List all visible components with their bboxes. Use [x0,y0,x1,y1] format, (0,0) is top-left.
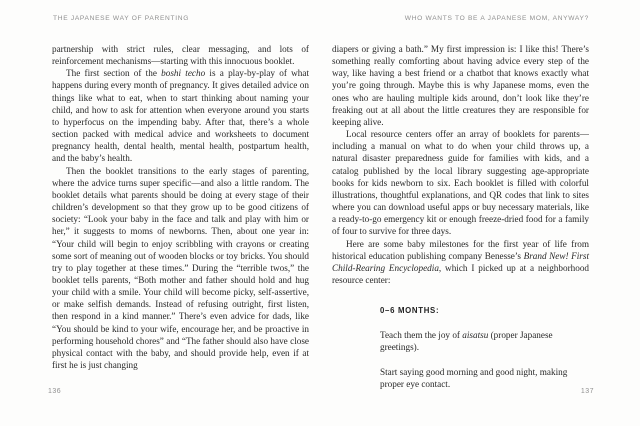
paragraph [52,67,309,164]
milestone-item [380,329,589,353]
text-segment: Local resource centers offer an array of booklets for parents—including a manual on what to do when your child throws up, a natural disaster preparedness guide for families with kids, and a catalog published by the local library suggesting age-appropriate books for kids newborn to six. Each booklet is filled with colorful illustrations, thoughtful explanations, and QR codes that link to sites where you can download useful apps or buy necessary materials, like a ready-to-go emergency kit or enough freeze-dried food for a family of four to survive for three days. [332,129,589,237]
milestone-item [380,366,589,390]
text-segment: Start saying good morning and good night, making proper eye contact. [380,366,568,389]
running-header-right: WHO WANTS TO BE A JAPANESE MOM, ANYWAY? [404,15,589,22]
italic-term: boshi techo [161,68,206,79]
paragraph [52,43,309,67]
text-segment: Then the booklet transitions to the early stages of parenting, where the advice turns super specific—and also a little random. The booklet details what parents should be doing at every stage of their children’s development so that they grow up to be good citizens of society: “Look your baby in the face and talk and play with him or her,” it suggests to moms of newborns. Then, about one year in: “Your child will begin to enjoy scribbling with crayons or creating some sort of meaning out of wooden blocks or toy bricks. You should try to play together at these times.” During the “terrible twos,” the booklet tells parents, “Both mother and father should hold and hug your child with a smile. Your child will become picky, self-assertive, or make selfish demands. Instead of refusing outright, first listen, then respond in a kind manner.” There’s even advice for dads, like “You should be kind to your wife, encourage her, and be proactive in performing household chores” and “The father should also have close physical contact with the baby, and should provide help, even if at first he is just changing [52,165,309,371]
running-header-left: THE JAPANESE WAY OF PARENTING [53,15,190,22]
italic-book-title: Brand New! First Child-Rearing Encyclopedia [332,250,589,273]
book-page-right [332,0,594,426]
page-number-right: 137 [580,388,594,395]
italic-term: aisatsu [462,330,489,341]
text-segment: Here are some baby milestones for the first year of life from historical education publishing company Benesse’s [332,238,589,261]
page-number-left: 136 [48,388,62,395]
page-body-right [332,43,589,390]
book-page-left [48,0,309,426]
paragraph [332,128,589,237]
text-segment: Teach them the joy of [380,330,463,341]
text-segment: diapers or giving a bath.” My first impression is: I like this! There’s something really comforting about having advice every step of the way, like having a best friend or a chatbot that knows exactly what you’re going through. Maybe this is why Japanese moms, even the ones who are hauling multiple kids around, don’t look like they’re freaking out at all about the little creatures they are responsible for keeping alive. [332,44,589,127]
paragraph [52,165,309,372]
text-segment: , which I picked up at a neighborhood resource center: [332,262,590,285]
text-segment: is a play-by-play of what happens during every month of pregnancy. It gives detailed advice on things like what to eat, when to start thinking about naming your child, and how to ask for attention when everyone around you starts to hyperfocus on the impending baby. After that, there’s a whole section packed with medical advice and worksheets to document pregnancy health, dental health, mental health, postpartum health, and the baby’s health. [52,68,309,164]
text-segment: (proper Japanese greetings). [380,330,553,353]
text-segment: The first section of the [66,68,162,79]
paragraph [332,238,589,287]
paragraph [332,43,589,128]
text-segment: partnership with strict rules, clear messaging, and lots of reinforcement mechanisms—starting with this innocuous booklet. [52,44,309,67]
page-body-left [52,43,309,371]
milestone-heading: 0–6 MONTHS: [380,306,440,316]
